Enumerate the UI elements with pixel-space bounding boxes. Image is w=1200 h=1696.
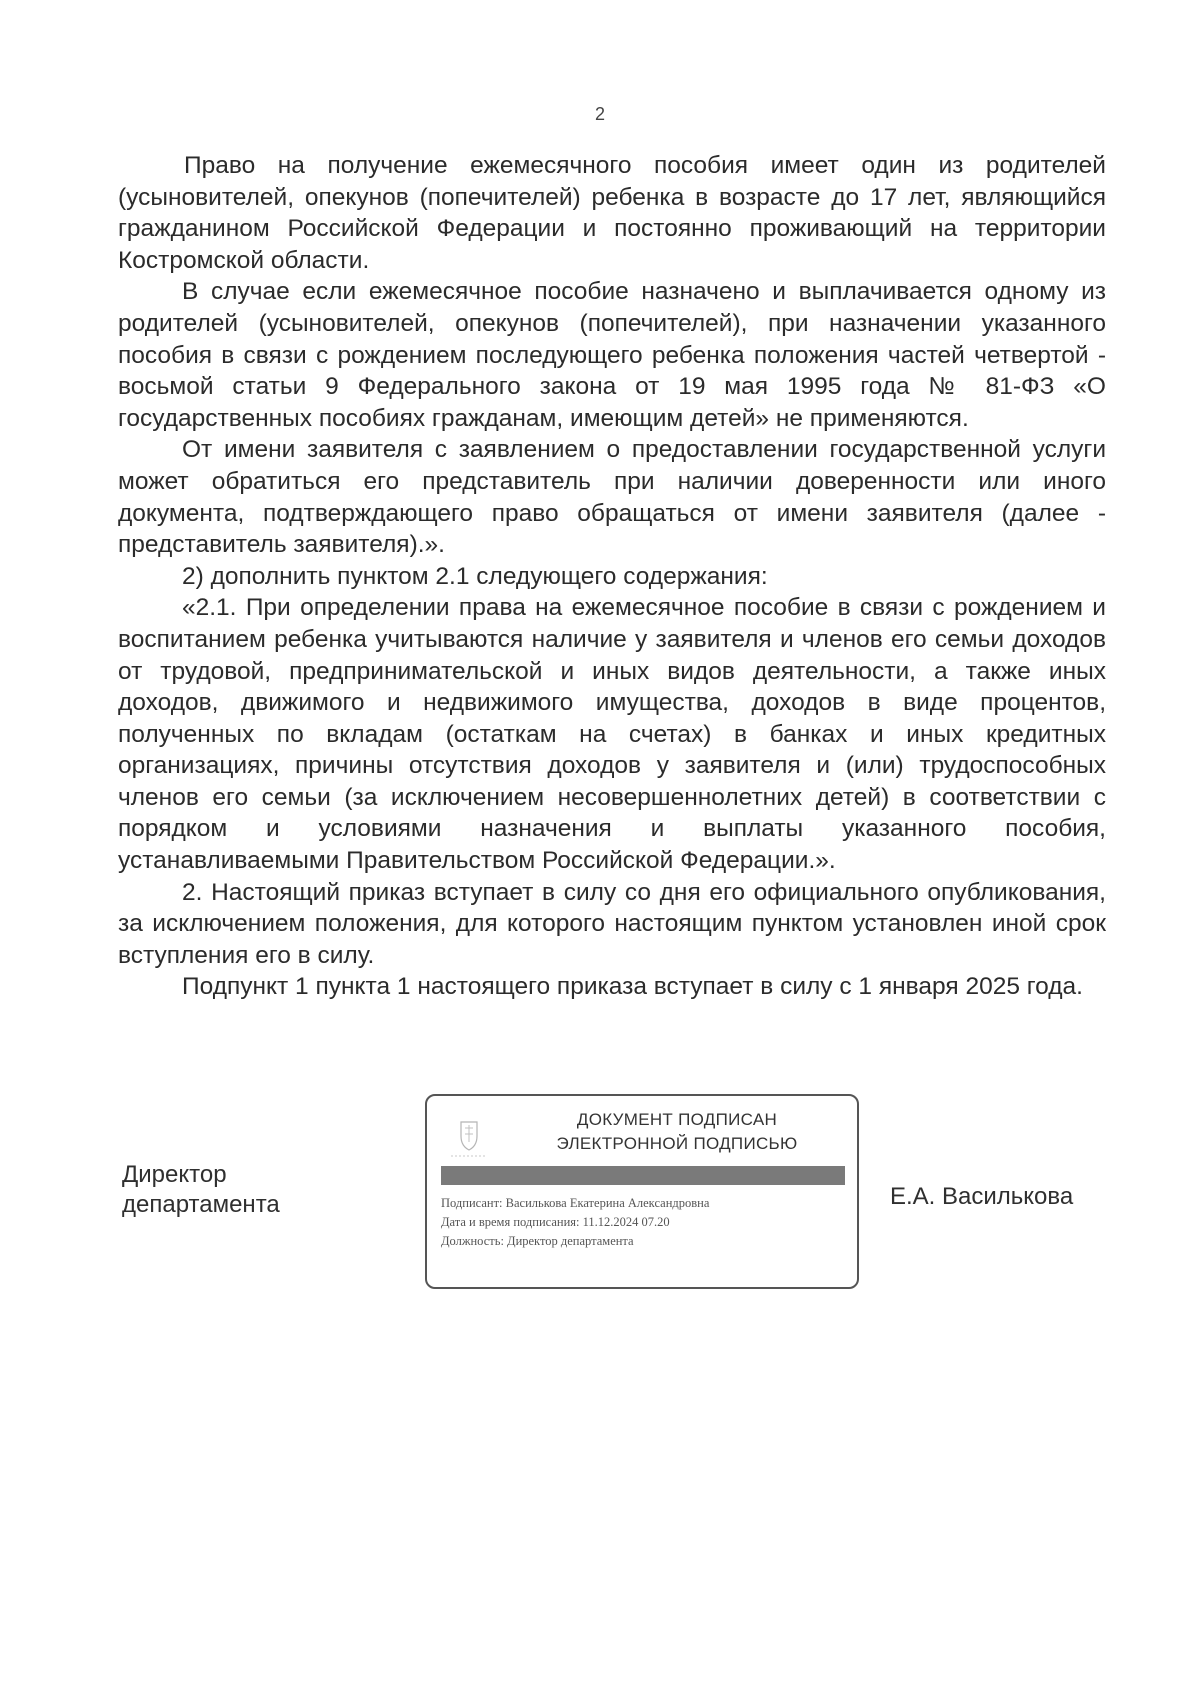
signer-name: Е.А. Василькова <box>890 1183 1074 1210</box>
stamp-position: Должность: Директор департамента <box>441 1234 634 1248</box>
document-body <box>118 150 1106 1003</box>
page-number: 2 <box>594 104 605 124</box>
stamp-header-line2: ЭЛЕКТРОННОЙ ПОДПИСЬЮ <box>556 1134 798 1153</box>
paragraph-clause-2-1: «2.1. При определении права на ежемесячное пособие в связи с рождением и воспитанием ребенка учитываются наличие у заявителя и членов его семьи доходов от трудовой, предпринимательской и иных видов деятельности, а также иных доходов, движимого и недвижимого имущества, доходов в виде процентов, полученных по вкладам (остаткам на счетах) в банках и иных кредитных организациях, причины отсутствия доходов у заявителя и (или) трудоспособных членов его семьи (за исключением несовершеннолетних детей) в соответствии с порядком и условиями назначения и выплаты указанного пособия, устанавливаемыми Правительством Российской Федерации.». <box>118 594 1106 875</box>
paragraph-exception: В случае если ежемесячное пособие назначено и выплачивается одному из родителей (усыновителей, опекунов (попечителей), при назначении указанного пособия в связи с рождением последующего ребенка положения частей четвертой - восьмой статьи 9 Федерального закона от 19 мая 1995 года № 81-ФЗ «О государственных пособиях гражданам, имеющим детей» не применяются. <box>118 278 1106 432</box>
electronic-signature-stamp <box>425 1094 859 1289</box>
paragraph-representative: От имени заявителя с заявлением о предоставлении государственной услуги может обратиться его представитель при наличии доверенности или иного документа, подтверждающего право обращаться от имени заявителя (далее - представитель заявителя).». <box>118 436 1106 559</box>
paragraph-effective-date: 2. Настоящий приказ вступает в силу со дня его официального опубликования, за исключением положения, для которого настоящим пунктом установлен иной срок вступления его в силу. <box>118 878 1106 969</box>
stamp-header <box>527 1108 827 1156</box>
coat-of-arms-icon <box>447 1116 491 1160</box>
stamp-signer: Подписант: Василькова Екатерина Александровна <box>441 1196 710 1210</box>
paragraph-eligibility: Право на получение ежемесячного пособия имеет один из родителей (усыновителей, опекунов (попечителей) ребенка в возрасте до 17 лет, являющийся гражданином Российской Федерации и постоянно проживающий на территории Костромской области. <box>118 152 1106 274</box>
stamp-datetime: Дата и время подписания: 11.12.2024 07.20 <box>441 1215 670 1229</box>
stamp-header-line1: ДОКУМЕНТ ПОДПИСАН <box>576 1110 778 1129</box>
signer-title <box>122 1160 280 1220</box>
redacted-certificate-bar <box>441 1166 845 1185</box>
signer-title-line1: Директор <box>122 1161 227 1188</box>
paragraph-amendment-intro: 2) дополнить пунктом 2.1 следующего содержания: <box>182 562 768 590</box>
paragraph-subclause-effective: Подпункт 1 пункта 1 настоящего приказа вступает в силу с 1 января 2025 года. <box>182 973 1083 1001</box>
stamp-details <box>441 1194 851 1251</box>
signer-title-line2: департамента <box>122 1191 280 1218</box>
